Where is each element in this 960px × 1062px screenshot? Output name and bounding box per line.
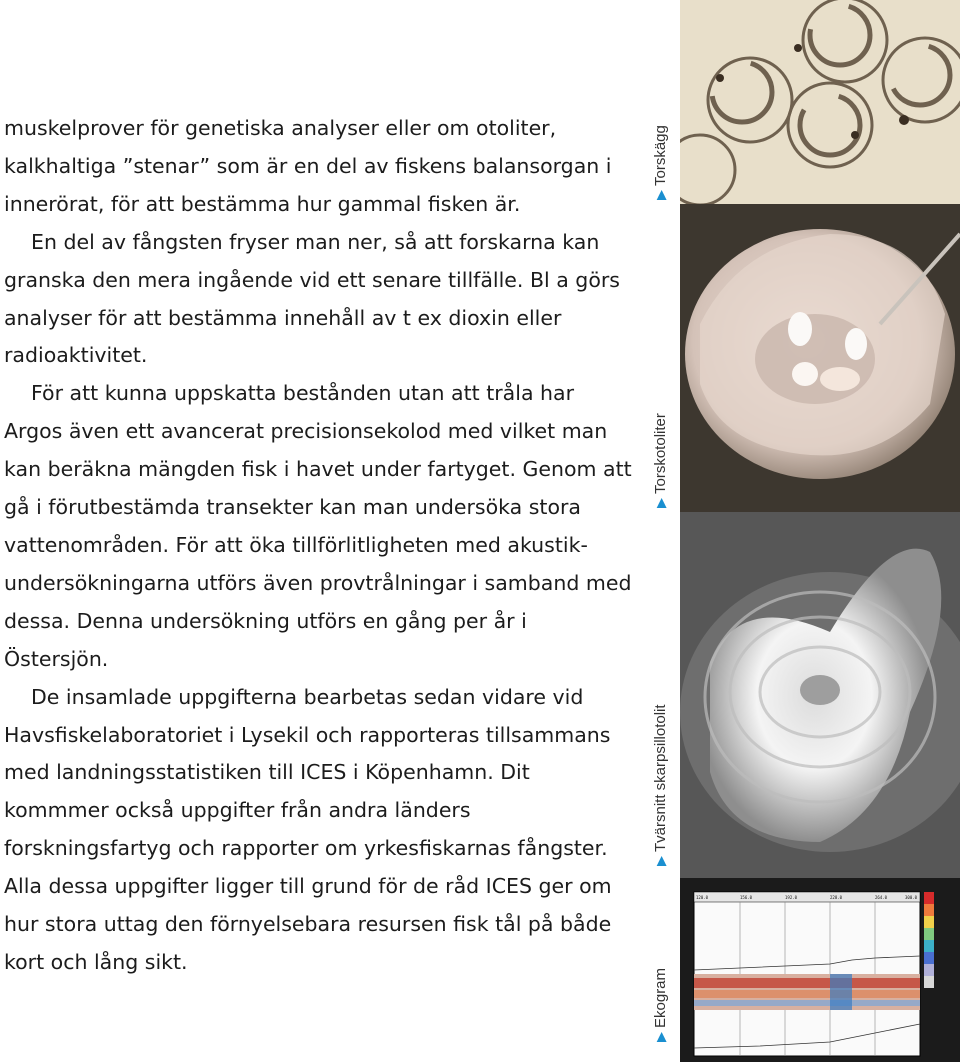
- caption-strip-1: [648, 110, 678, 200]
- paragraph-2: En del av fångsten fryser man ner, så att forskarna kan granska den mera ingående vid ett senare tillfälle. Bl a görs analyser för att bestämma innehåll av t ex dioxin eller radioaktivitet.: [4, 229, 620, 368]
- paragraph-4: De insamlade uppgifterna bearbetas sedan vidare vid Havsfiskelaboratoriet i Lysekil och rapporteras tillsammans med landningsstatistiken till ICES i Köpenhamn. Dit kommmer också uppgifter från andra länders forskningsfartyg och rapporter om yrkesfiskarnas fångster. Alla dessa uppgifter ligger till grund för de råd ICES ger om hur stora uttag den förnyelsebara resursen fisk tål på både kort och lång sikt.: [4, 684, 612, 974]
- cod-eggs-photo: [680, 0, 960, 204]
- caption-strip-2: [648, 400, 678, 508]
- echo-tick: 300.0: [905, 895, 918, 900]
- caption-strip-3: [648, 690, 678, 866]
- caption-ekogram: ▶Ekogram: [652, 967, 669, 1042]
- paragraph-1: muskelprover för genetiska analyser eller om otoliter, kalkhaltiga ”stenar” som är en del av fiskens balansorgan i innerörat, för att bestämma hur gammal fisken är.: [4, 116, 612, 216]
- echo-tick: 264.0: [875, 895, 888, 900]
- sprat-otolith-photo: [680, 512, 960, 878]
- triangle-icon: ▶: [653, 856, 668, 866]
- triangle-icon: ▶: [653, 498, 668, 508]
- caption-skarpsillotolit: ▶Tvärsnitt skarpsillotolit: [652, 704, 669, 866]
- cod-otoliths-photo: [680, 204, 960, 512]
- caption-strip-4: [648, 958, 678, 1042]
- echo-tick: 156.0: [740, 895, 753, 900]
- echo-tick: 228.0: [830, 895, 843, 900]
- body-text: [4, 110, 636, 982]
- echo-tick: 192.0: [785, 895, 798, 900]
- triangle-icon: ▶: [653, 190, 668, 200]
- caption-torskotoliter: ▶Torskotoliter: [652, 413, 669, 508]
- paragraph-3: För att kunna uppskatta bestånden utan att tråla har Argos även ett avancerat precisionsekolod med vilket man kan beräkna mängden fisk i havet under fartyget. Genom att gå i förutbestämda transekter kan man undersöka stora vattenområden. För att öka tillförlitligheten med akustik-undersökningarna utförs även provtrålningar i samband med dessa. Denna undersökning utförs en gång per år i Östersjön.: [4, 381, 632, 671]
- caption-torskagg: ▶Torskägg: [652, 125, 669, 200]
- triangle-icon: ▶: [653, 1032, 668, 1042]
- echogram-photo: [680, 878, 960, 1062]
- echo-tick: 120.0: [696, 895, 709, 900]
